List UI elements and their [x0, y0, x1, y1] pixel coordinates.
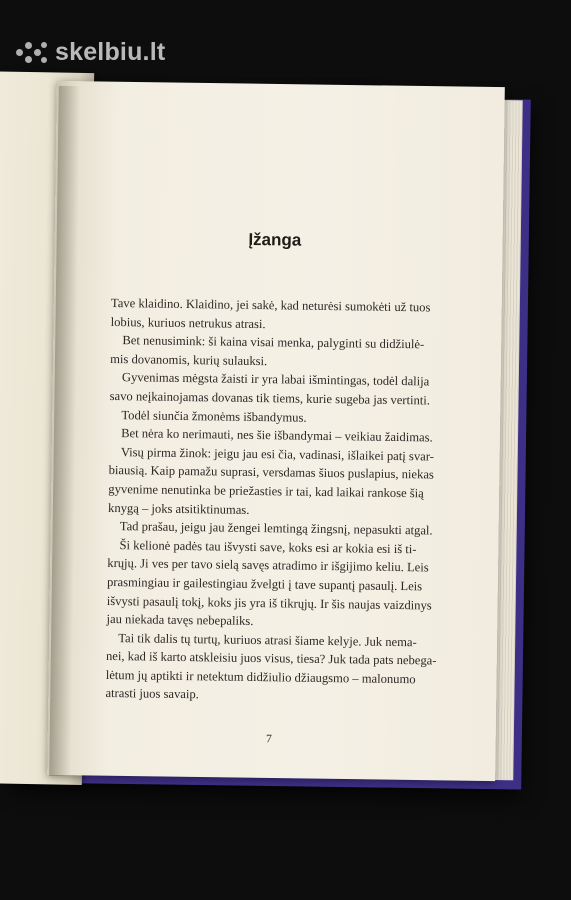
text-line: Bet nenusimink: ši kaina visai menka, palyginti su didžiulė-: [122, 333, 425, 352]
text-line: nei, kad iš karto atskleisiu juos visus, tiesa? Juk tada pats nebega-: [105, 649, 437, 668]
watermark: [16, 38, 165, 67]
text-line: gyvenime nenutinka be priežasties ir tai, kad laikai rankose šią: [108, 481, 424, 501]
text-line: krųjų. Ji ves per tavo sielą savęs atradimo ir išgijimo keliu. Leis: [107, 556, 429, 575]
text-line: Tad prašau, jeigu jau žengei lemtingą žingsnį, nepasukti atgal.: [119, 519, 433, 538]
text-line: Todėl siunčia žmonėms išbandymus.: [121, 407, 307, 425]
text-line: išvysti pasaulį tokį, koks jis yra iš tikrųjų. Ir šis naujas vaizdinys: [106, 593, 432, 613]
page-text-block: [105, 228, 437, 747]
text-line: biausią. Kaip pamažu suprasi, versdamas šiuos puslapius, niekas: [108, 463, 434, 482]
text-line: lėtum jų aptikti ir netektum didžiulio džiaugsmo – malonumo: [105, 667, 416, 687]
logo-dots-icon: [16, 39, 48, 67]
page-number: 7: [265, 733, 272, 746]
text-line: Tai tik dalis tų turtų, kuriuos atrasi šiame kelyje. Juk nema-: [118, 630, 417, 649]
text-line: knygą – joks atsitiktinumas.: [107, 500, 250, 517]
text-line: mis dovanomis, kurių sulauksi.: [110, 351, 268, 368]
text-line: savo neįkainojamas dovanas tik tiems, kurie sugeba jas vertinti.: [109, 388, 431, 408]
text-line: lobius, kuriuos netrukus atrasi.: [110, 314, 266, 331]
chapter-title: Įžanga: [248, 229, 302, 250]
text-line: Ši kelionė padės tau išvysti save, koks esi ar kokia esi iš ti-: [119, 537, 417, 557]
text-line: atrasti juos savaip.: [105, 686, 199, 702]
text-line: Gyvenimas mėgsta žaisti ir yra labai išmintingas, todėl dalija: [121, 370, 430, 389]
watermark-text: skelbiu.lt: [55, 38, 166, 66]
text-line: Bet nėra ko nerimauti, nes šie išbandymai – veikiau žaidimas.: [121, 426, 433, 445]
text-line: Tave klaidino. Klaidino, jei sakė, kad neturėsi sumokėti už tuos: [110, 295, 431, 315]
text-line: jau niekada tavęs nebepaliks.: [106, 612, 254, 629]
text-line: prasmingiau ir gailestingiau žvelgti į tave supantį pasaulį. Leis: [106, 574, 423, 594]
text-line: Visų pirma žinok: jeigu jau esi čia, vadinasi, išlaikei patį svar-: [120, 444, 435, 464]
